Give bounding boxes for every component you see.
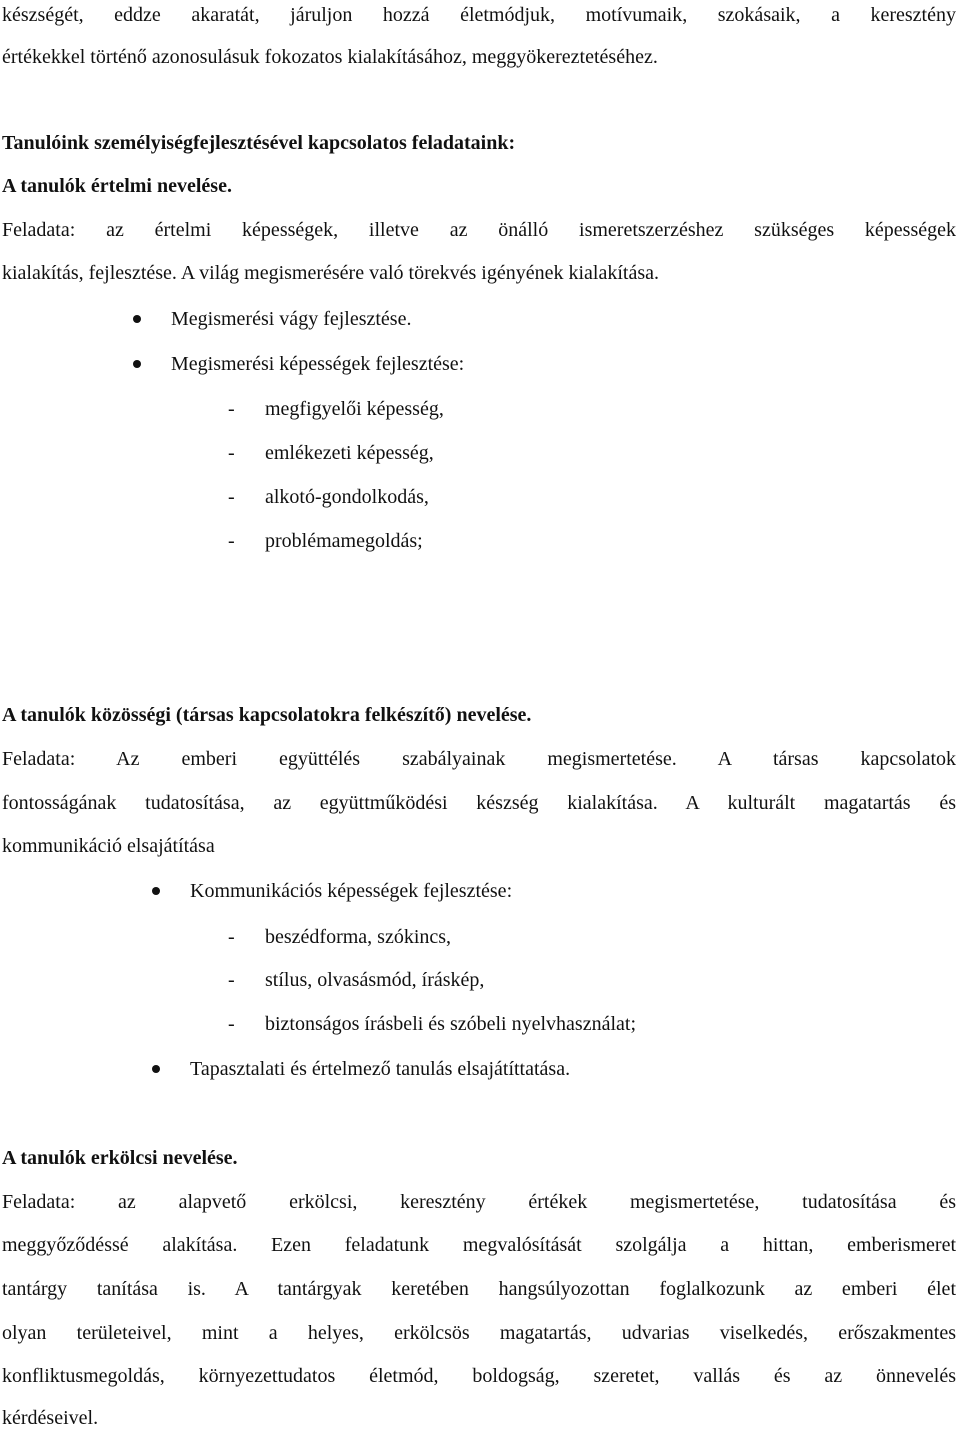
community-task-line-3: kommunikáció elsajátítása [2, 835, 215, 857]
intellectual-bullet-2: Megismerési képességek fejlesztése: [171, 353, 465, 375]
bullet-marker [133, 360, 141, 368]
intellectual-task-line-2: kialakítás, fejlesztése. A világ megismerésére való törekvés igényének kialakítása. [2, 262, 659, 284]
intellectual-bullet-1: Megismerési vágy fejlesztése. [171, 308, 412, 330]
intellectual-sub-item-2: emlékezeti képesség, [265, 442, 434, 464]
intro-line-1: készségét, eddze akaratát, járuljon hozzá életmódjuk, motívumaik, szokásaik, a keresztény [2, 4, 956, 26]
moral-task-line-5: konfliktusmegoldás, környezettudatos életmód, boldogság, szeretet, vallás és az önnevelés [2, 1365, 956, 1387]
bullet-marker [133, 315, 141, 323]
community-task-line-2: fontosságának tudatosítása, az együttműködési készség kialakítása. A kulturált magatartás és [2, 792, 956, 814]
intellectual-sub-item-4: problémamegoldás; [265, 530, 423, 552]
dash-marker: - [228, 442, 235, 464]
dash-marker: - [228, 1013, 235, 1035]
community-sub-item-3: biztonságos írásbeli és szóbeli nyelvhasználat; [265, 1013, 637, 1035]
community-sub-item-2: stílus, olvasásmód, íráskép, [265, 969, 485, 991]
dash-marker: - [228, 969, 235, 991]
community-bullet-2: Tapasztalati és értelmező tanulás elsajátíttatása. [190, 1058, 571, 1080]
intro-line-2: értékekkel történő azonosulásuk fokozatos kialakításához, meggyökereztetéséhez. [2, 46, 658, 68]
intellectual-heading: A tanulók értelmi nevelése. [2, 175, 232, 197]
community-heading: A tanulók közösségi (társas kapcsolatokra felkészítő) nevelése. [2, 704, 532, 726]
moral-task-line-2: meggyőződéssé alakítása. Ezen feladatunk megvalósítását szolgálja a hittan, emberismeret [2, 1234, 956, 1256]
moral-task-line-6: kérdéseivel. [2, 1407, 99, 1429]
community-task-line-1: Feladata: Az emberi együttélés szabályainak megismertetése. A társas kapcsolatok [2, 748, 956, 770]
moral-task-line-3: tantárgy tanítása is. A tantárgyak keretében hangsúlyozottan foglalkozunk az emberi élet [2, 1278, 956, 1300]
moral-task-line-4: olyan területeivel, mint a helyes, erkölcsös magatartás, udvarias viselkedés, erőszakmentes [2, 1322, 956, 1344]
moral-task-line-1: Feladata: az alapvető erkölcsi, keresztény értékek megismertetése, tudatosítása és [2, 1191, 956, 1213]
section-heading: Tanulóink személyiségfejlesztésével kapcsolatos feladataink: [2, 132, 516, 154]
bullet-marker [152, 1065, 160, 1073]
bullet-marker [152, 887, 160, 895]
intellectual-sub-item-1: megfigyelői képesség, [265, 398, 444, 420]
dash-marker: - [228, 530, 235, 552]
moral-heading: A tanulók erkölcsi nevelése. [2, 1147, 238, 1169]
community-bullet-1: Kommunikációs képességek fejlesztése: [190, 880, 513, 902]
dash-marker: - [228, 486, 235, 508]
dash-marker: - [228, 398, 235, 420]
dash-marker: - [228, 926, 235, 948]
community-sub-item-1: beszédforma, szókincs, [265, 926, 452, 948]
intellectual-sub-item-3: alkotó-gondolkodás, [265, 486, 429, 508]
intellectual-task-line-1: Feladata: az értelmi képességek, illetve az önálló ismeretszerzéshez szükséges képességek [2, 219, 956, 241]
